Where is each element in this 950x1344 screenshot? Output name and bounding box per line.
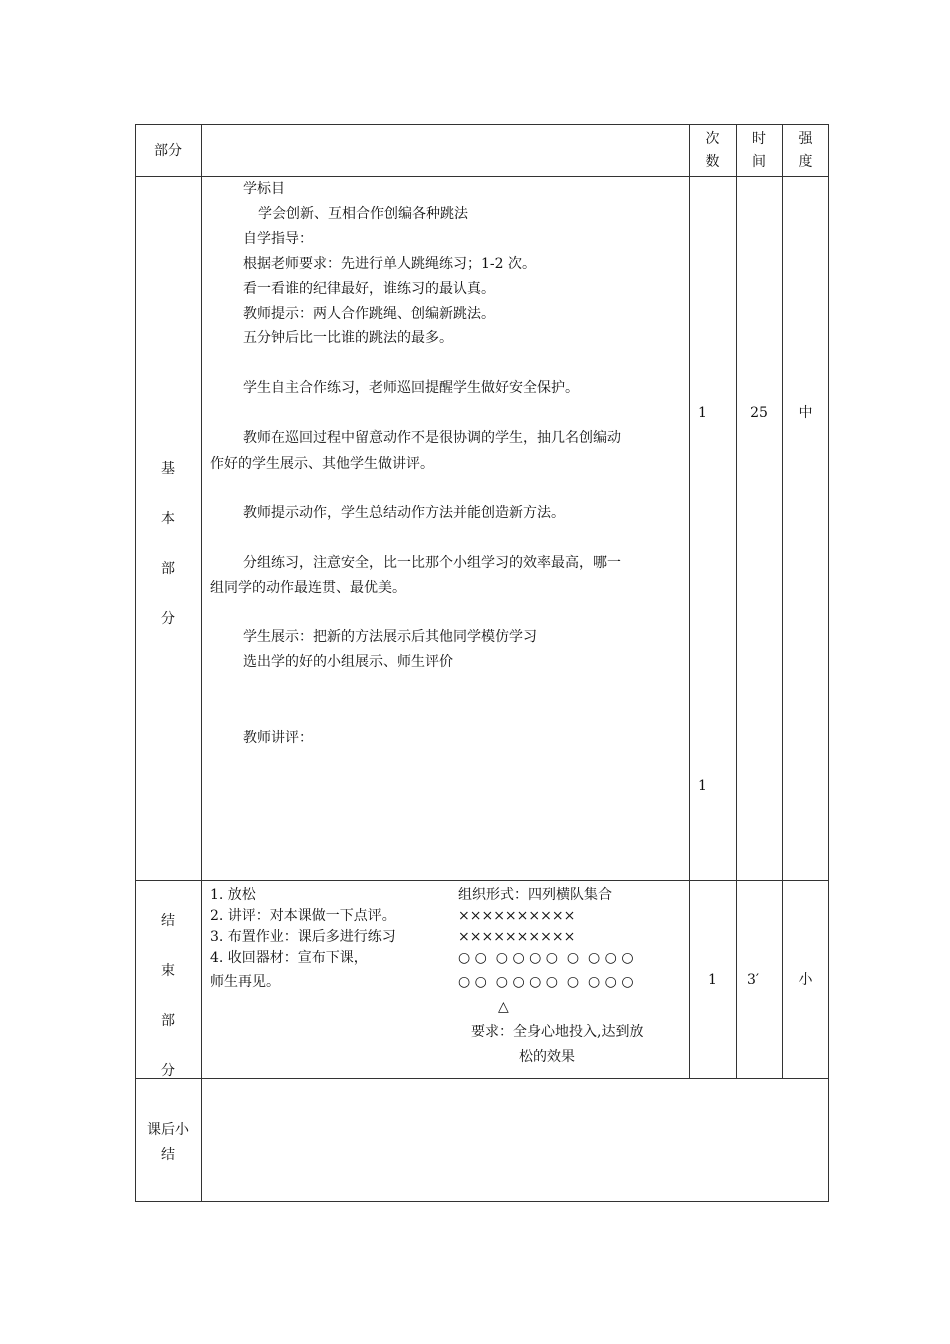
basic-count-2: 1 — [698, 778, 707, 794]
basic-line: 教师讲评： — [243, 730, 313, 746]
basic-line: 教师提示：两人合作跳绳、创编新跳法。 — [243, 306, 495, 322]
basic-line: 教师在巡回过程中留意动作不是很协调的学生，抽几名创编动 — [243, 430, 621, 446]
column-divider — [201, 124, 202, 1202]
ending-count: 1 — [708, 972, 717, 988]
ending-requirement: 要求：全身心地投入,达到放 — [471, 1024, 644, 1040]
row-divider — [135, 176, 829, 177]
basic-intensity: 中 — [798, 405, 813, 421]
column-divider — [782, 124, 783, 1078]
basic-line: 学生自主合作练习，老师巡回提醒学生做好安全保护。 — [243, 380, 579, 396]
column-divider — [689, 124, 690, 1078]
ending-requirement-cont: 松的效果 — [519, 1049, 575, 1065]
basic-line: 学会创新、互相合作创编各种跳法 — [258, 206, 468, 222]
basic-line: 学生展示：把新的方法展示后其他同学模仿学习 — [243, 629, 537, 645]
basic-line: 学标目 — [243, 181, 285, 197]
ending-intensity: 小 — [798, 972, 813, 988]
ending-time: 3′ — [747, 972, 760, 988]
header-count: 次 数 — [705, 131, 720, 170]
basic-line: 自学指导： — [243, 231, 313, 247]
ending-left-line: 3. 布置作业：课后多进行练习 — [210, 929, 396, 945]
ending-left-line: 1. 放松 — [210, 887, 256, 903]
basic-line: 选出学的好的小组展示、师生评价 — [243, 654, 453, 670]
formation-row-o: ○ ○ ○ ○ ○ ○ ○ ○ ○ ○ — [458, 974, 634, 990]
formation-row-x: ×××××××××× — [458, 929, 576, 945]
row-divider — [135, 1078, 829, 1079]
header-intensity: 强 度 — [798, 131, 813, 170]
basic-line: 作好的学生展示、其他学生做讲评。 — [210, 456, 434, 472]
basic-line: 分组练习，注意安全，比一比那个小组学习的效率最高，哪一 — [243, 555, 621, 571]
teacher-triangle-icon: △ — [498, 999, 509, 1015]
column-divider — [736, 124, 737, 1078]
header-time: 时 间 — [752, 131, 766, 170]
formation-title: 组织形式：四列横队集合 — [458, 887, 612, 903]
basic-line: 根据老师要求：先进行单人跳绳练习；1-2 次。 — [243, 256, 536, 272]
basic-line: 组同学的动作最连贯、最优美。 — [210, 580, 406, 596]
basic-section-label: 基 本 部 分 — [161, 461, 175, 627]
ending-left-line: 4. 收回器材：宣布下课， — [210, 950, 368, 966]
formation-row-o: ○ ○ ○ ○ ○ ○ ○ ○ ○ ○ — [458, 950, 634, 966]
basic-count: 1 — [698, 405, 707, 421]
summary-content — [210, 1090, 820, 1190]
header-section: 部分 — [154, 143, 182, 159]
formation-row-x: ×××××××××× — [458, 908, 576, 924]
ending-section-label: 结 束 部 分 — [161, 913, 175, 1079]
summary-label: 课后小 结 — [147, 1122, 189, 1163]
basic-time: 25 — [750, 405, 768, 421]
basic-line: 看一看谁的纪律最好，谁练习的最认真。 — [243, 281, 495, 297]
basic-line: 教师提示动作，学生总结动作方法并能创造新方法。 — [243, 505, 565, 521]
basic-line: 五分钟后比一比谁的跳法的最多。 — [243, 330, 453, 346]
ending-left-line: 2. 讲评：对本课做一下点评。 — [210, 908, 396, 924]
ending-left-line: 师生再见。 — [210, 974, 280, 990]
row-divider — [135, 880, 829, 881]
